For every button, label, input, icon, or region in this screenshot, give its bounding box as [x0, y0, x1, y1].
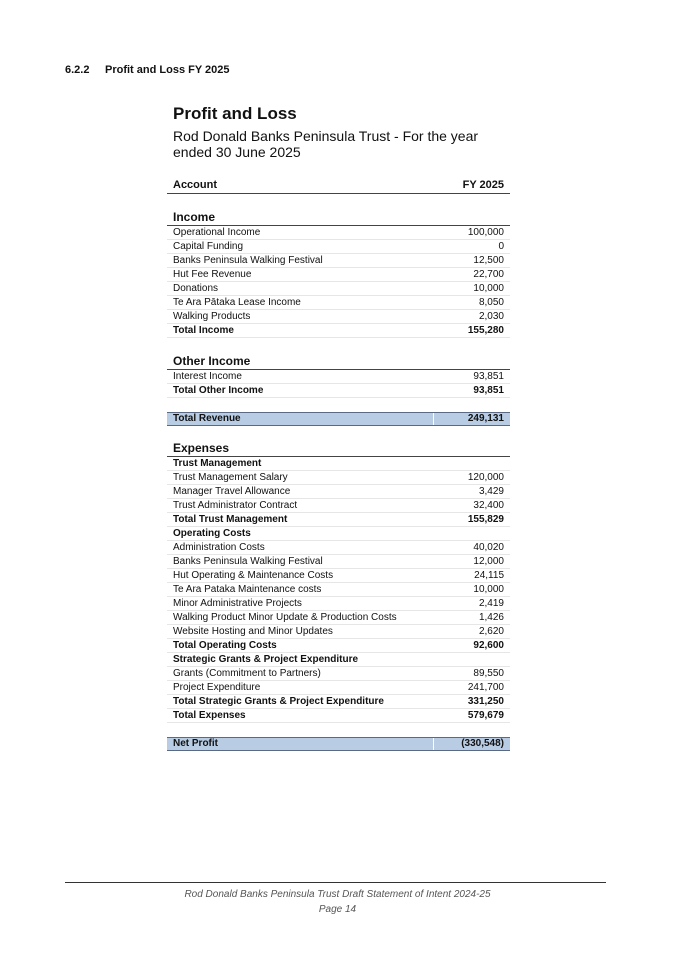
row-label: Project Expenditure — [173, 682, 261, 693]
table-row — [167, 597, 510, 611]
row-value: 93,851 — [473, 371, 504, 382]
row-value: 12,500 — [473, 255, 504, 266]
row-label: Walking Products — [173, 311, 251, 322]
row-value: 89,550 — [473, 668, 504, 679]
row-label: Minor Administrative Projects — [173, 598, 302, 609]
row-label: Strategic Grants & Project Expenditure — [173, 654, 359, 665]
row-label: Administration Costs — [173, 542, 265, 553]
total-other-income-row — [167, 384, 510, 398]
row-label: Te Ara Pātaka Lease Income — [173, 297, 301, 308]
row-label: Trust Management Salary — [173, 472, 288, 483]
footer-page-number: Page 14 — [318, 904, 357, 915]
year-column-label: FY 2025 — [462, 179, 504, 191]
row-value: 2,419 — [478, 598, 504, 609]
page-footer — [0, 887, 675, 917]
total-trust-management-row — [167, 513, 510, 527]
table-row — [167, 268, 510, 282]
expenses-title: Expenses — [167, 441, 510, 457]
operating-costs-heading — [167, 527, 510, 541]
row-value: 22,700 — [473, 269, 504, 280]
row-label: Trust Administrator Contract — [173, 500, 298, 511]
income-title: Income — [167, 210, 510, 226]
row-value: 155,829 — [467, 514, 504, 525]
row-value: 10,000 — [473, 584, 504, 595]
row-label: Grants (Commitment to Partners) — [173, 668, 321, 679]
row-label: Website Hosting and Minor Updates — [173, 626, 333, 637]
table-row — [167, 499, 510, 513]
cell-divider — [433, 413, 434, 425]
row-value: 241,700 — [467, 682, 504, 693]
cell-divider — [433, 738, 434, 750]
table-row — [167, 471, 510, 485]
section-title: Profit and Loss FY 2025 — [105, 64, 230, 76]
row-label: Hut Operating & Maintenance Costs — [173, 570, 334, 581]
table-row — [167, 583, 510, 597]
row-label: Operational Income — [173, 227, 261, 238]
total-strategic-row — [167, 695, 510, 709]
table-row — [167, 485, 510, 499]
row-label: Walking Product Minor Update & Production Costs — [173, 612, 397, 623]
row-value: 3,429 — [478, 486, 504, 497]
row-value: 32,400 — [473, 500, 504, 511]
other-income-title: Other Income — [167, 354, 510, 370]
table-row — [167, 681, 510, 695]
row-value: 24,115 — [474, 570, 504, 581]
row-value: 92,600 — [473, 640, 504, 651]
table-row — [167, 226, 510, 240]
row-label: Total Revenue — [173, 413, 241, 424]
table-row — [167, 555, 510, 569]
row-value: 249,131 — [467, 413, 504, 424]
row-label: Manager Travel Allowance — [173, 486, 291, 497]
row-label: Operating Costs — [173, 528, 251, 539]
table-row — [167, 611, 510, 625]
trust-management-heading — [167, 457, 510, 471]
row-label: Total Income — [173, 325, 234, 336]
total-expenses-row — [167, 709, 510, 723]
row-value: 155,280 — [467, 325, 504, 336]
row-value: 10,000 — [473, 283, 504, 294]
row-label: Total Operating Costs — [173, 640, 277, 651]
row-label: Capital Funding — [173, 241, 244, 252]
table-row — [167, 667, 510, 681]
income-section — [167, 210, 510, 338]
table-row — [167, 310, 510, 324]
row-value: 8,050 — [478, 297, 504, 308]
row-value: 40,020 — [473, 542, 504, 553]
table-row — [167, 282, 510, 296]
section-heading — [65, 64, 230, 76]
row-value: 0 — [498, 241, 504, 252]
row-value: 100,000 — [467, 227, 504, 238]
row-value: (330,548) — [461, 738, 504, 749]
table-row — [167, 240, 510, 254]
total-operating-costs-row — [167, 639, 510, 653]
row-label: Total Strategic Grants & Project Expenditure — [173, 696, 384, 707]
row-label: Total Expenses — [173, 710, 246, 721]
table-row — [167, 541, 510, 555]
row-label: Banks Peninsula Walking Festival — [173, 255, 323, 266]
row-label: Banks Peninsula Walking Festival — [173, 556, 323, 567]
row-label: Donations — [173, 283, 219, 294]
expenses-section — [167, 441, 510, 723]
row-value: 93,851 — [473, 385, 504, 396]
footer-divider — [65, 882, 606, 883]
row-value: 12,000 — [473, 556, 504, 567]
table-row — [167, 370, 510, 384]
row-value: 579,679 — [467, 710, 504, 721]
row-value: 331,250 — [467, 696, 504, 707]
total-income-row — [167, 324, 510, 338]
row-value: 2,620 — [478, 626, 504, 637]
profit-loss-report — [167, 104, 510, 751]
row-value: 120,000 — [467, 472, 504, 483]
row-label: Te Ara Pataka Maintenance costs — [173, 584, 322, 595]
total-revenue-row — [167, 412, 510, 426]
row-value: 1,426 — [478, 612, 504, 623]
table-row — [167, 296, 510, 310]
row-label: Total Trust Management — [173, 514, 288, 525]
other-income-section — [167, 354, 510, 398]
row-label: Total Other Income — [173, 385, 264, 396]
strategic-grants-heading — [167, 653, 510, 667]
row-label: Hut Fee Revenue — [173, 269, 252, 280]
column-header — [167, 179, 510, 194]
report-title: Profit and Loss — [173, 104, 297, 123]
table-row — [167, 254, 510, 268]
section-number: 6.2.2 — [65, 64, 90, 76]
row-label: Interest Income — [173, 371, 242, 382]
table-row — [167, 625, 510, 639]
net-profit-row — [167, 737, 510, 751]
footer-document-title: Rod Donald Banks Peninsula Trust Draft Statement of Intent 2024-25 — [184, 889, 491, 900]
row-value: 2,030 — [478, 311, 504, 322]
row-label: Trust Management — [173, 458, 262, 469]
account-column-label: Account — [173, 179, 217, 191]
table-row — [167, 569, 510, 583]
row-label: Net Profit — [173, 738, 218, 749]
report-subtitle: Rod Donald Banks Peninsula Trust - For the year ended 30 June 2025 — [173, 128, 479, 160]
